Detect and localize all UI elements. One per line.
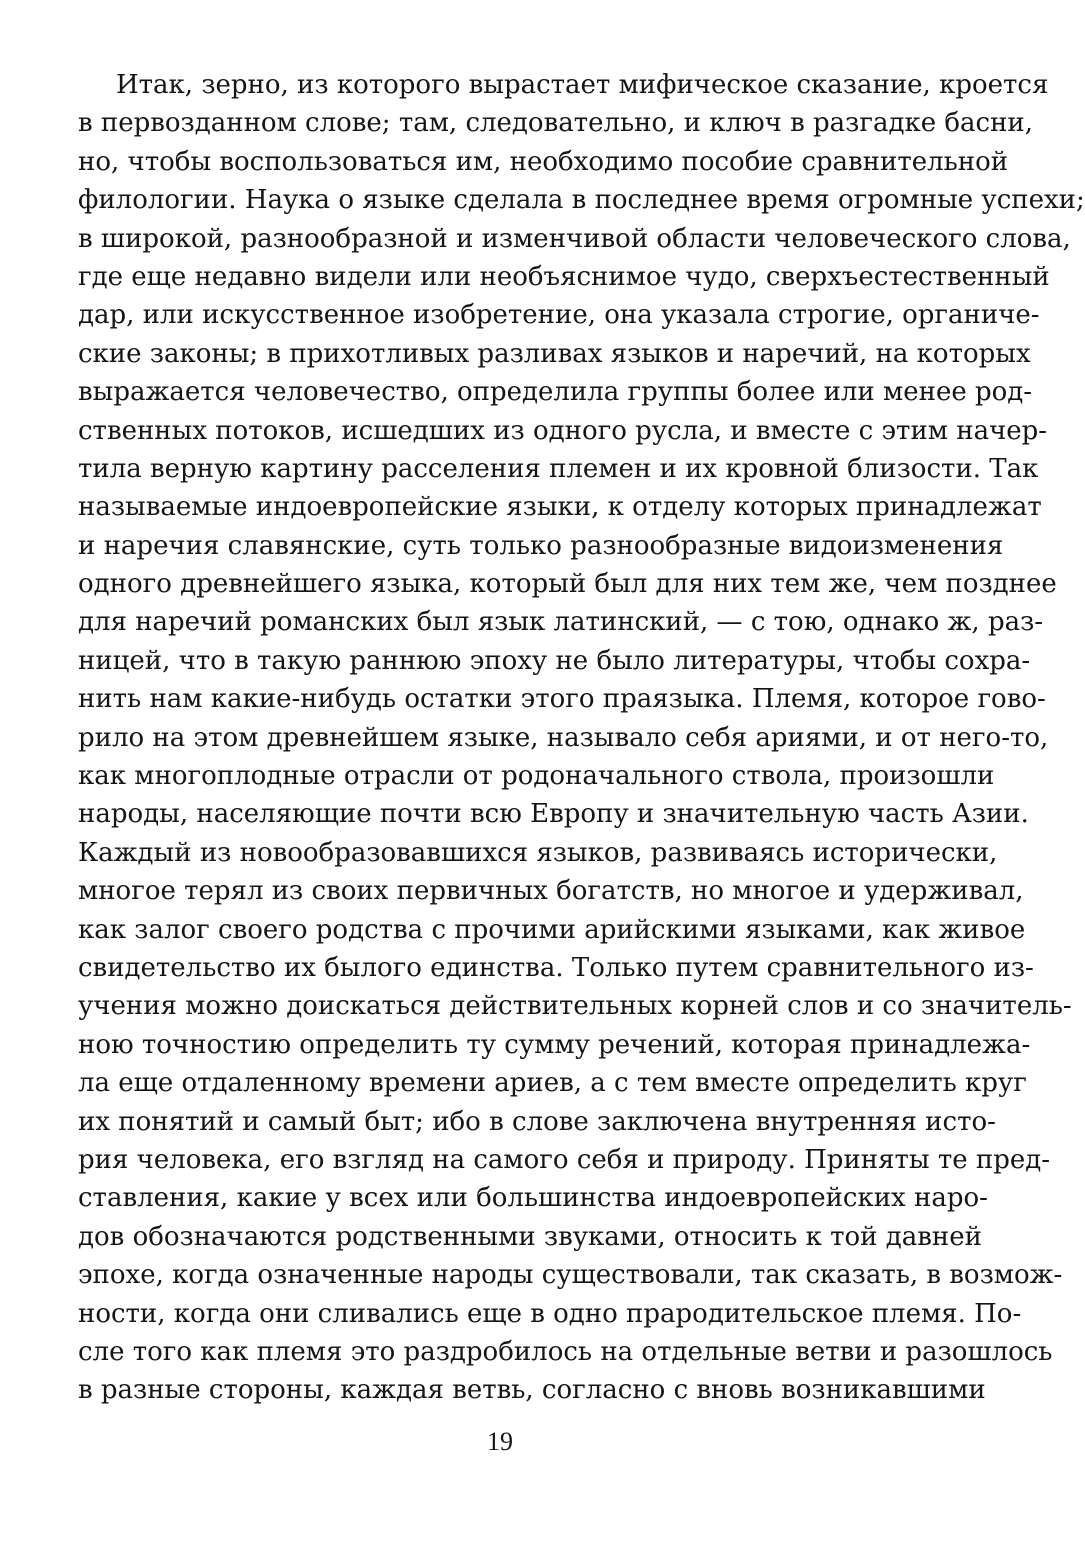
text-line: дар, или искусственное изобретение, она указала строгие, органиче- xyxy=(78,300,1040,331)
text-line: народы, населяющие почти всю Европу и значительную часть Азии. xyxy=(78,799,1029,830)
text-line: ности, когда они сливались еще в одно прародительское племя. По- xyxy=(78,1298,1022,1329)
text-line: дов обозначаются родственными звуками, относить к той давней xyxy=(78,1221,982,1252)
body-paragraph xyxy=(78,66,1085,1410)
text-line: где еще недавно видели или необъяснимое чудо, сверхъестественный xyxy=(78,261,1050,292)
text-line: как многоплодные отрасли от родоначального ствола, произошли xyxy=(78,761,995,792)
text-line: их понятий и самый быт; ибо в слове заключена внутренняя исто- xyxy=(78,1106,996,1137)
text-line: и наречия славянские, суть только разнообразные видоизменения xyxy=(78,530,1004,561)
text-line: называемые индоевропейские языки, к отделу которых принадлежат xyxy=(78,492,1042,523)
text-line: в широкой, разнообразной и изменчивой области человеческого слова, xyxy=(78,223,1071,254)
text-line: ною точностию определить ту сумму речений, которая принадлежа- xyxy=(78,1029,1031,1060)
text-line: как залог своего родства с прочими арийскими языками, как живое xyxy=(78,914,1026,945)
text-line: рия человека, его взгляд на самого себя и природу. Приняты те пред- xyxy=(78,1144,1051,1175)
text-line: Каждый из новообразовавшихся языков, развиваясь исторически, xyxy=(78,837,998,868)
text-line: ственных потоков, исшедших из одного русла, и вместе с этим начер- xyxy=(78,415,1048,446)
text-line: выражается человечество, определила группы более или менее род- xyxy=(78,377,1033,408)
text-line: для наречий романских был язык латинский, — с тою, однако ж, раз- xyxy=(78,607,1044,638)
text-line: учения можно доискаться действительных корней слов и со значитель- xyxy=(78,991,1072,1022)
text-line: ские законы; в прихотливых разливах языков и наречий, на которых xyxy=(78,338,1031,369)
text-line: тила верную картину расселения племен и их кровной близости. Так xyxy=(78,453,1039,484)
page-number: 19 xyxy=(487,1427,513,1456)
text-line: эпохе, когда означенные народы существовали, так сказать, в возмож- xyxy=(78,1260,1063,1291)
text-line: но, чтобы воспользоваться им, необходимо пособие сравнительной xyxy=(78,146,1009,177)
text-line: рило на этом древнейшем языке, называло себя ариями, и от него-то, xyxy=(78,722,1049,753)
text-line: нить нам какие-нибудь остатки этого праязыка. Племя, которое гово- xyxy=(78,684,1046,715)
text-line: в разные стороны, каждая ветвь, согласно с вновь возникавшими xyxy=(78,1375,986,1406)
text-line: филологии. Наука о языке сделала в последнее время огромные успехи; xyxy=(78,185,1085,216)
text-line: ницей, что в такую раннюю эпоху не было литературы, чтобы сохра- xyxy=(78,645,1031,676)
text-line: ла еще отдаленному времени ариев, а с тем вместе определить круг xyxy=(78,1068,1027,1099)
text-line: ставления, какие у всех или большинства индоевропейских наро- xyxy=(78,1183,988,1214)
text-line: сле того как племя это раздробилось на отдельные ветви и разошлось xyxy=(78,1336,1053,1367)
text-line: одного древнейшего языка, который был для них тем же, чем позднее xyxy=(78,569,1057,600)
text-line: Итак, зерно, из которого вырастает мифическое сказание, кроется xyxy=(116,70,1049,100)
text-line: свидетельство их былого единства. Только путем сравнительного из- xyxy=(78,952,1034,983)
text-line: многое терял из своих первичных богатств, но многое и удерживал, xyxy=(78,876,1024,907)
text-line: в первозданном слове; там, следовательно, и ключ в разгадке басни, xyxy=(78,108,1034,139)
